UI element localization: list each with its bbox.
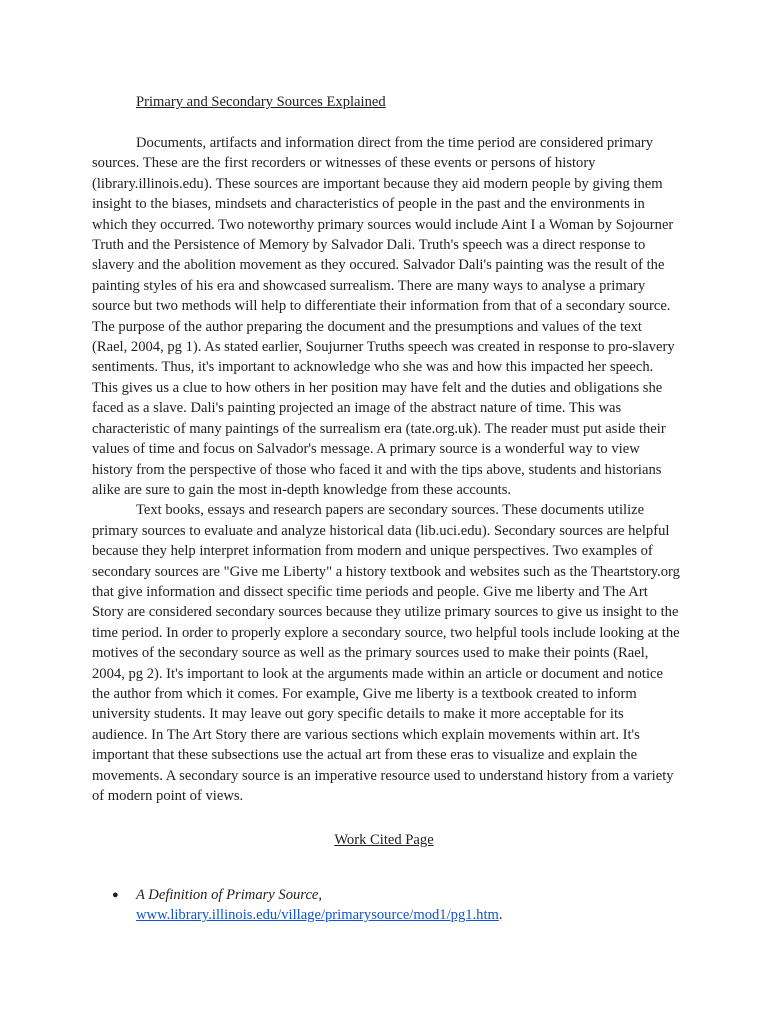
- citation-trailing: .: [498, 907, 503, 924]
- bullet-icon: ●: [112, 889, 119, 901]
- citation-item: [112, 885, 712, 926]
- citation-title: A Definition of Primary Source: [136, 887, 319, 903]
- document-title: Primary and Secondary Sources Explained: [136, 94, 386, 110]
- document-body: [92, 133, 680, 806]
- paragraph-secondary-sources: Text books, essays and research papers are secondary sources. These documents utilize primary sources to evaluate and analyze historical data (lib.uci.edu). Secondary sources are helpful because they help interpret information from modern and unique perspectives. Two examples of secondary sources are "Give me Liberty" a history textbook and websites such as the Theartstory.org that give information and dissect specific time periods and people. Give me liberty and The Art Story are considered secondary sources because they utilize primary sources to give us insight to the time period. In order to properly explore a secondary source, two helpful tools include looking at the motives of the secondary source as well as the primary sources used to make their points (Rael, 2004, pg 2). It's important to look at the arguments made within an article or document and notice the author from which it comes. For example, Give me liberty is a textbook created to inform university students. It may leave out gory specific details to make it more acceptable for its audience. In The Art Story there are various sections which explain movements within art. It's important that these subsections use the actual art from these eras to visualize and explain the movements. A secondary source is an imperative resource used to understand history from a variety of modern point of views.: [92, 502, 680, 804]
- paragraph-primary-sources: Documents, artifacts and information direct from the time period are considered primary sources. These are the first recorders or witnesses of these events or persons of history (library.illinois.edu). These sources are important because they aid modern people by giving them insight to the biases, mindsets and characteristics of people in the past and the environments in which they occurred. Two noteworthy primary sources would include Aint I a Woman by Sojourner Truth and the Persistence of Memory by Salvador Dali. Truth's speech was a direct response to slavery and the abolition movement as they occured. Salvador Dali's painting was the result of the painting styles of his era and showcased surrealism. There are many ways to analyse a primary source but two methods will help to differentiate their information from that of a secondary source. The purpose of the author preparing the document and the presumptions and values of the text (Rael, 2004, pg 1). As stated earlier, Soujurner Truths speech was created in response to pro-slavery sentiments. Thus, it's important to acknowledge who she was and how this impacted her speech. This gives us a clue to how others in her position may have felt and the duties and obligations she faced as a slave. Dali's painting projected an image of the abstract nature of time. This was characteristic of many paintings of the surrealism era (tate.org.uk). The reader must put aside their values of time and focus on Salvador's message. A primary source is a wonderful way to view history from the perspective of those who faced it and with the tips above, students and historians alike are sure to gain the most in-depth knowledge from these accounts.: [92, 135, 675, 498]
- works-cited-list: [112, 885, 712, 926]
- citation-separator: ,: [318, 887, 323, 903]
- citation-link[interactable]: www.library.illinois.edu/village/primarysource/mod1/pg1.htm: [136, 907, 499, 924]
- works-cited-heading: Work Cited Page: [334, 832, 434, 848]
